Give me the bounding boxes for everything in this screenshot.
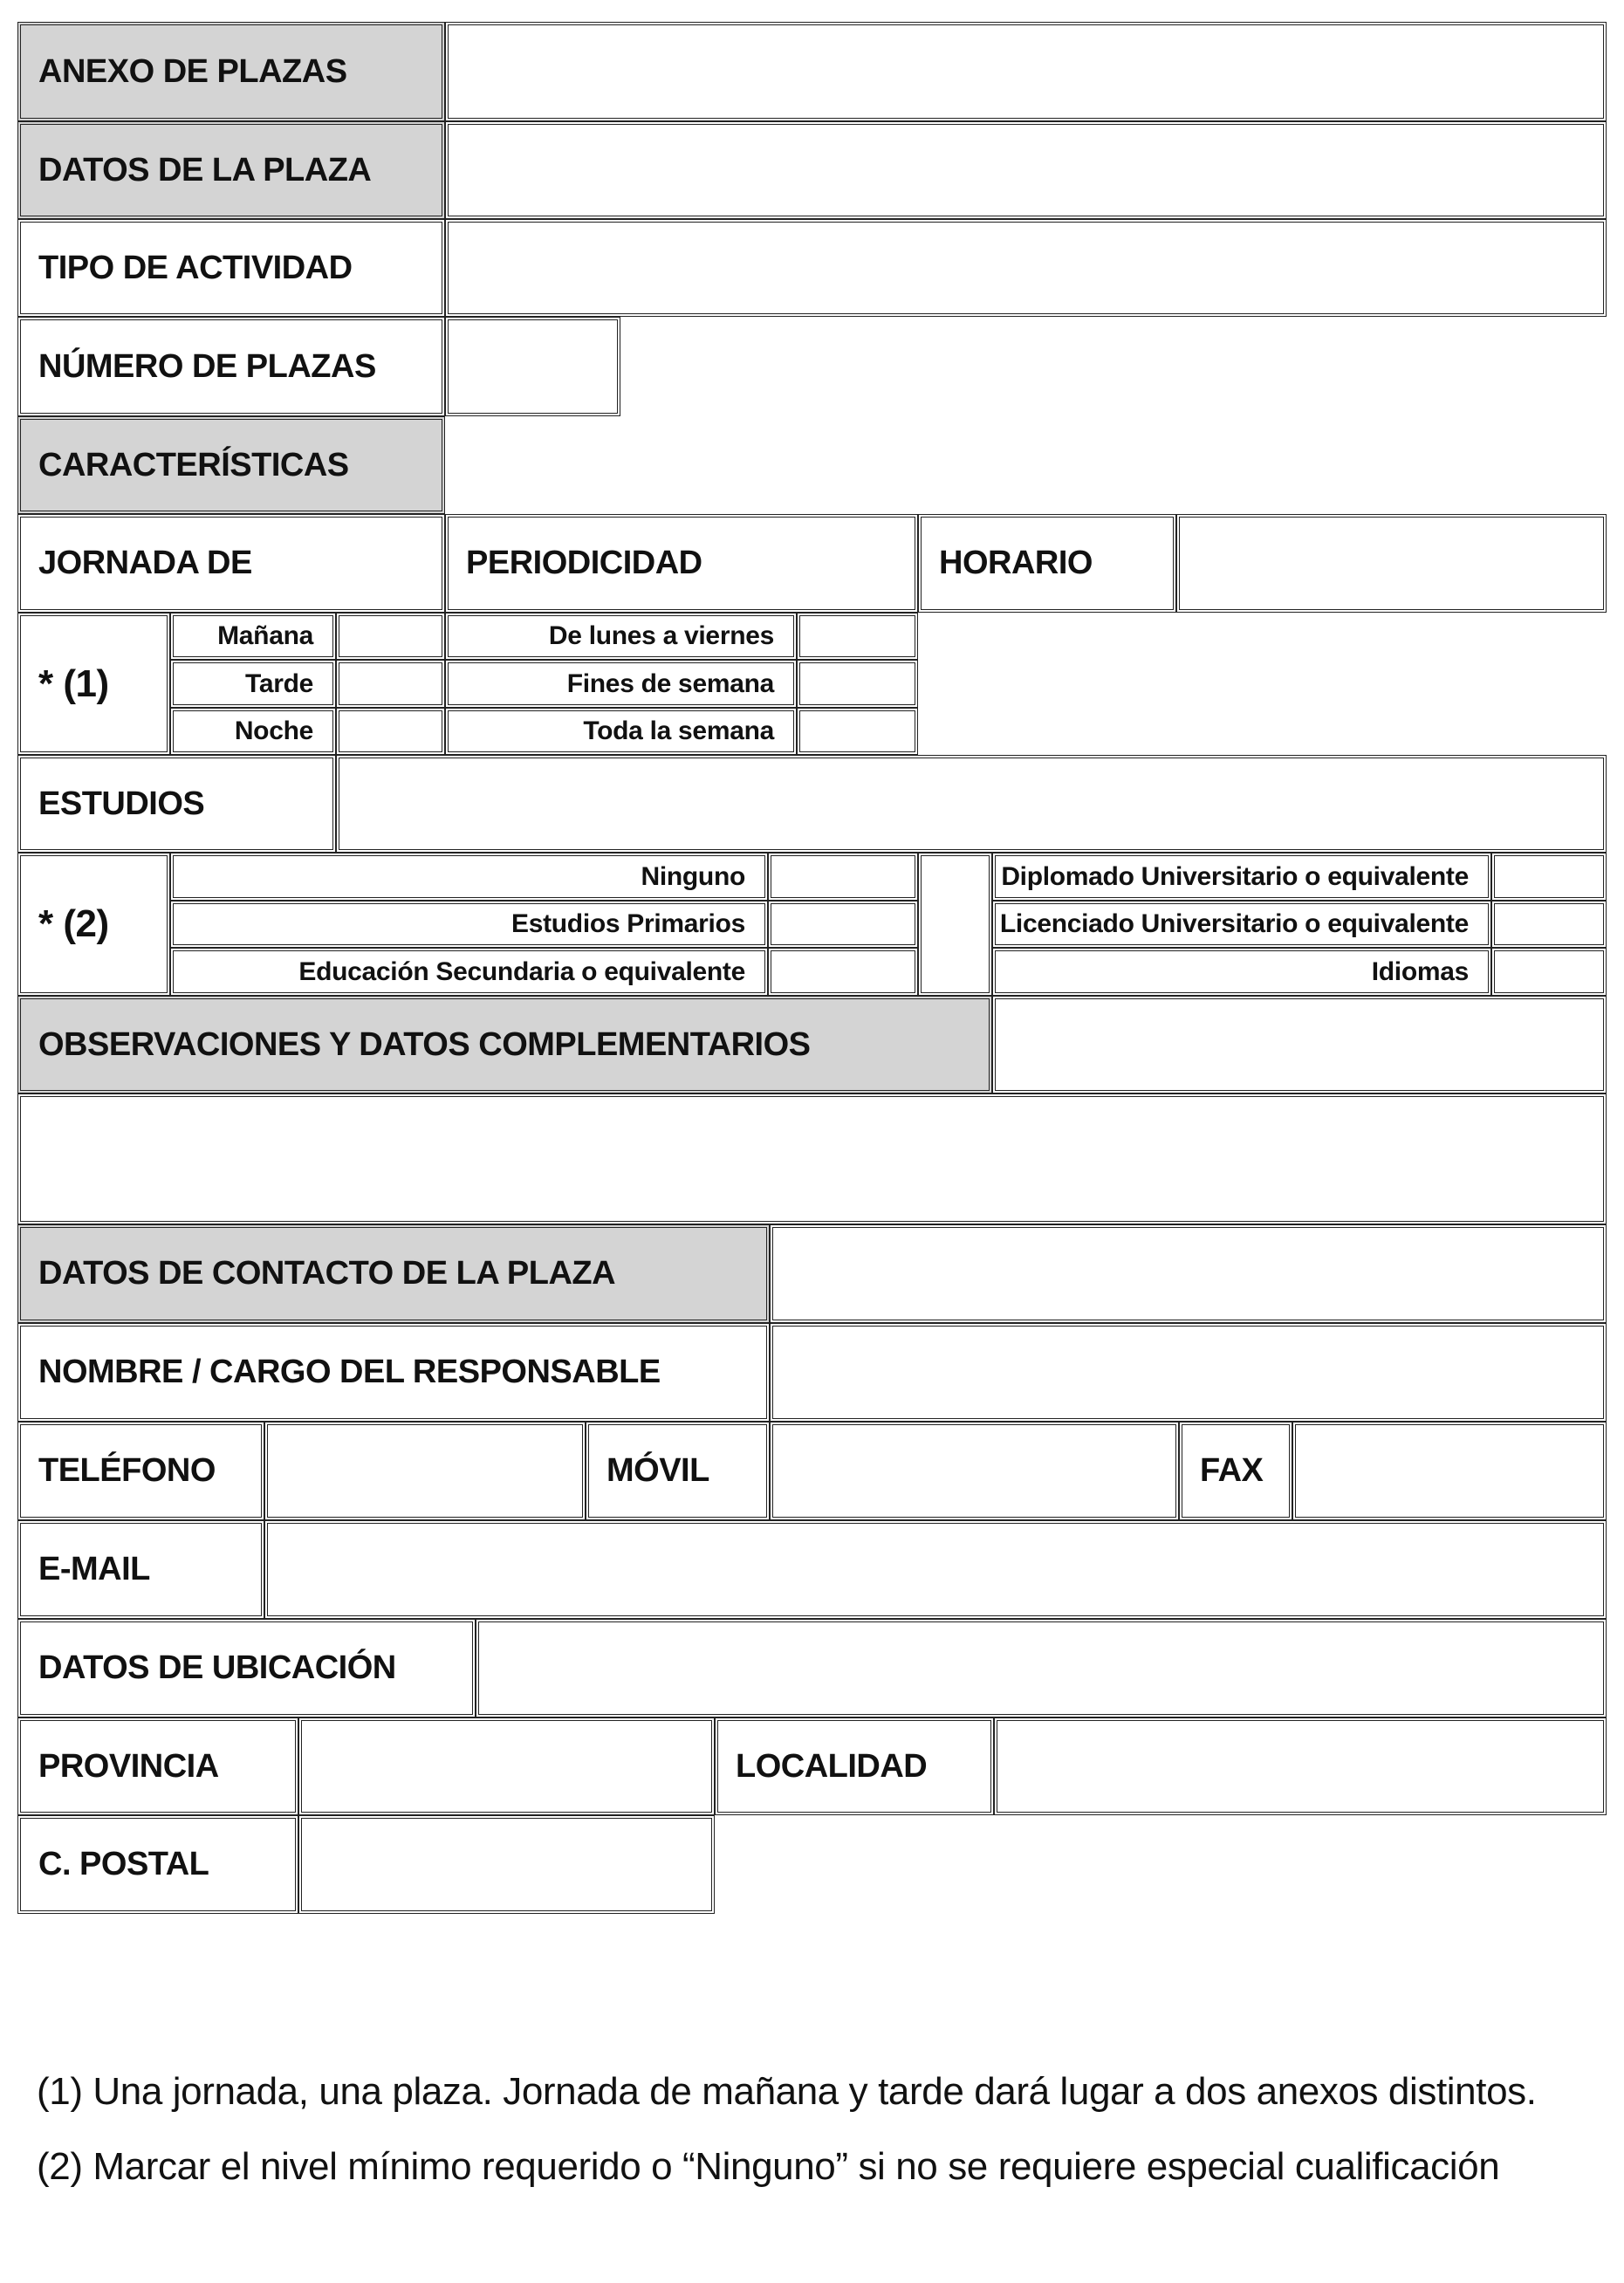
estudios-spacer [918, 853, 992, 996]
provincia-field[interactable] [298, 1717, 715, 1815]
periodicidad-option-label: Toda la semana [445, 708, 797, 755]
estudios-checkbox[interactable] [768, 853, 918, 901]
fax-field[interactable] [1292, 1422, 1607, 1520]
estudios-checkbox[interactable] [1491, 853, 1607, 901]
numero-plazas-field[interactable] [445, 317, 620, 416]
responsable-field[interactable] [770, 1323, 1607, 1422]
ubicacion-label: DATOS DE UBICACIÓN [17, 1619, 476, 1717]
tipo-actividad-label: TIPO DE ACTIVIDAD [17, 219, 445, 317]
estudios-checkbox[interactable] [768, 948, 918, 996]
estudios-option-label: Estudios Primarios [170, 901, 768, 948]
footnote-2: (2) Marcar el nivel mínimo requerido o “Ninguno” si no se requiere especial cualificación [37, 2145, 1500, 2188]
periodicidad-checkbox[interactable] [797, 708, 918, 755]
anexo-label: ANEXO DE PLAZAS [17, 22, 445, 121]
datos-plaza-field[interactable] [445, 121, 1607, 219]
estudios-checkbox[interactable] [1491, 901, 1607, 948]
footnote-1: (1) Una jornada, una plaza. Jornada de mañana y tarde dará lugar a dos anexos distintos. [37, 2070, 1537, 2113]
estudios-checkbox[interactable] [1491, 948, 1607, 996]
responsable-label: NOMBRE / CARGO DEL RESPONSABLE [17, 1323, 770, 1422]
jornada-header: JORNADA DE [17, 514, 445, 613]
telefono-label: TELÉFONO [17, 1422, 264, 1520]
estudios-option-label: Licenciado Universitario o equivalente [992, 901, 1491, 948]
horario-header: HORARIO [918, 514, 1176, 613]
contacto-label: DATOS DE CONTACTO DE LA PLAZA [17, 1224, 770, 1323]
postal-field[interactable] [298, 1815, 715, 1914]
datos-plaza-label: DATOS DE LA PLAZA [17, 121, 445, 219]
estudios-option-label: Diplomado Universitario o equivalente [992, 853, 1491, 901]
telefono-field[interactable] [264, 1422, 586, 1520]
jornada-checkbox[interactable] [336, 660, 445, 708]
movil-field[interactable] [770, 1422, 1179, 1520]
anexo-field[interactable] [445, 22, 1607, 121]
ubicacion-field[interactable] [476, 1619, 1607, 1717]
provincia-label: PROVINCIA [17, 1717, 298, 1815]
jornada-option-label: Tarde [170, 660, 336, 708]
estudios-option-label: Ninguno [170, 853, 768, 901]
estudios-option-label: Idiomas [992, 948, 1491, 996]
periodicidad-checkbox[interactable] [797, 660, 918, 708]
periodicidad-option-label: De lunes a viernes [445, 613, 797, 660]
email-field[interactable] [264, 1520, 1607, 1619]
tipo-actividad-field[interactable] [445, 219, 1607, 317]
estudios-label: ESTUDIOS [17, 755, 336, 853]
jornada-checkbox[interactable] [336, 613, 445, 660]
fax-label: FAX [1179, 1422, 1292, 1520]
jornada-option-label: Mañana [170, 613, 336, 660]
postal-label: C. POSTAL [17, 1815, 298, 1914]
caracteristicas-label: CARACTERÍSTICAS [17, 416, 445, 514]
estudios-checkbox[interactable] [768, 901, 918, 948]
movil-label: MÓVIL [586, 1422, 770, 1520]
observaciones-field[interactable] [17, 1094, 1607, 1224]
localidad-label: LOCALIDAD [715, 1717, 994, 1815]
localidad-field[interactable] [994, 1717, 1607, 1815]
observaciones-label: OBSERVACIONES Y DATOS COMPLEMENTARIOS [17, 996, 992, 1094]
contacto-field[interactable] [770, 1224, 1607, 1323]
estudios-marker: * (2) [17, 853, 170, 996]
observaciones-side-field[interactable] [992, 996, 1607, 1094]
jornada-marker: * (1) [17, 613, 170, 755]
numero-plazas-label: NÚMERO DE PLAZAS [17, 317, 445, 416]
periodicidad-checkbox[interactable] [797, 613, 918, 660]
estudios-field[interactable] [336, 755, 1607, 853]
jornada-option-label: Noche [170, 708, 336, 755]
periodicidad-option-label: Fines de semana [445, 660, 797, 708]
jornada-checkbox[interactable] [336, 708, 445, 755]
email-label: E-MAIL [17, 1520, 264, 1619]
periodicidad-header: PERIODICIDAD [445, 514, 918, 613]
estudios-option-label: Educación Secundaria o equivalente [170, 948, 768, 996]
horario-field[interactable] [1176, 514, 1607, 613]
